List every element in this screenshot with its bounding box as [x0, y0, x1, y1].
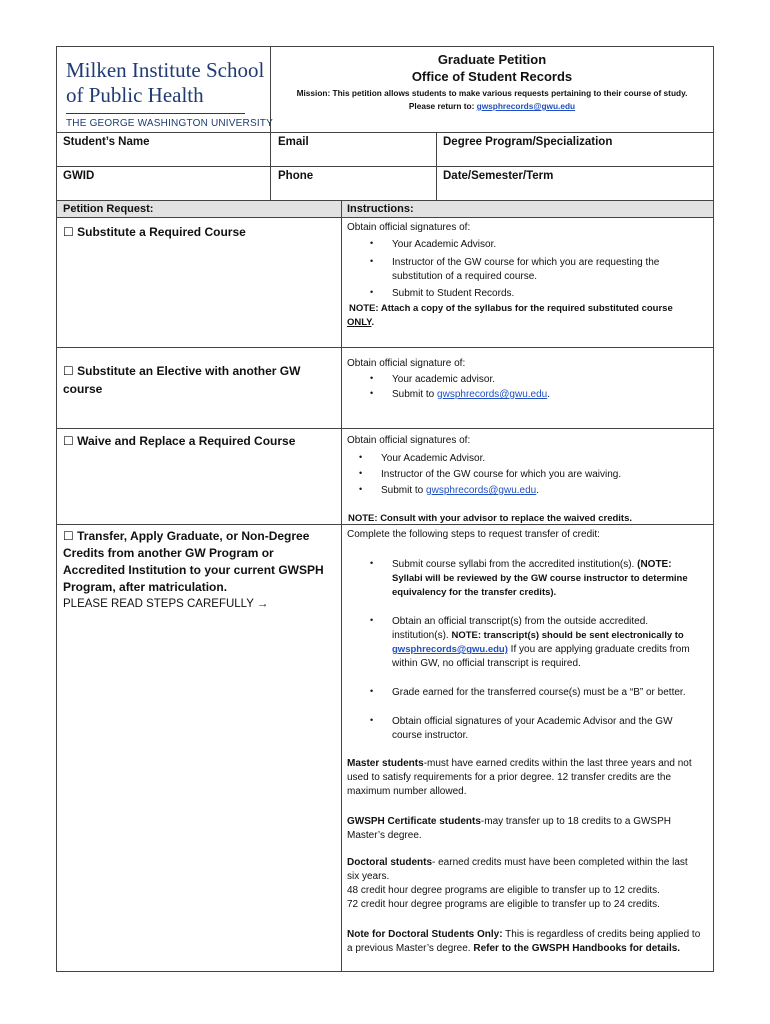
page-title: Graduate Petition [437, 52, 547, 67]
email-label: Email [278, 136, 309, 148]
instr2-intro: Obtain official signature of: [347, 358, 466, 369]
instr1-item-cont: substitution of a required course. [392, 271, 538, 282]
logo-university: THE GEORGE WASHINGTON UNIVERSITY [66, 118, 273, 129]
bullet-icon: • [359, 468, 363, 478]
email-link[interactable]: gwsphrecords@gwu.edu [426, 485, 537, 496]
instr1-note-cont [347, 316, 374, 329]
instr2-item: Your academic advisor. [392, 374, 496, 385]
instr1-item: Submit to Student Records. [392, 288, 515, 299]
master-students-cont: maximum number allowed. [347, 786, 467, 797]
gwid-label: GWID [63, 170, 95, 182]
divider [436, 132, 437, 200]
step-grade: Grade earned for the transferred course(s) must be a “B” or better. [392, 687, 686, 698]
checkbox[interactable]: ☐ [63, 529, 74, 543]
instr1-note: NOTE: Attach a copy of the syllabus for the required substituted course [349, 303, 673, 314]
page-subtitle: Office of Student Records [411, 69, 573, 84]
request-transfer-cont: Program, after matriculation. [63, 580, 228, 594]
request-substitute-required[interactable]: ☐ Substitute a Required Course [63, 225, 246, 239]
instr3-item: Submit to gwsphrecords@gwu.edu. [381, 485, 540, 496]
instr1-item: Instructor of the GW course for which you are requesting the [392, 257, 660, 268]
step-transcript-cont: gwsphrecords@gwu.edu) If you are applying graduate credits from [392, 644, 690, 655]
instr2-item: Submit to gwsphrecords@gwu.edu. [392, 389, 551, 400]
step-signatures-cont: course instructor. [392, 730, 469, 741]
bullet-icon: • [370, 287, 374, 297]
step-syllabi: Submit course syllabi from the accredited institution(s). (NOTE: [392, 559, 672, 570]
step-transcript: Obtain an official transcript(s) from the outside accredited. [392, 616, 649, 627]
logo-line1: Milken Institute School [66, 58, 265, 82]
divider [56, 347, 342, 348]
certificate-students: GWSPH Certificate students-may transfer up to 18 credits to a GWSPH [347, 816, 671, 827]
return-email-link[interactable]: gwsphrecords@gwu.edu [476, 101, 576, 111]
instructions-header: Instructions: [347, 203, 414, 215]
email-link[interactable]: gwsphrecords@gwu.edu [437, 389, 548, 400]
bullet-icon: • [370, 238, 374, 248]
step-syllabi-cont: equivalency for the transfer credits). [392, 587, 557, 598]
bullet-icon: • [359, 484, 363, 494]
instr3-item: Instructor of the GW course for which you are waiving. [381, 469, 622, 480]
student-name-label: Student’s Name [63, 136, 150, 148]
period: . [371, 317, 375, 328]
date-label: Date/Semester/Term [443, 170, 554, 182]
doctoral-students: Doctoral students- earned credits must have been completed within the last [347, 857, 688, 868]
divider [56, 217, 714, 218]
step-transcript-cont: institution(s). NOTE: transcript(s) should be sent electronically to [392, 630, 684, 641]
bullet-icon: • [359, 452, 363, 462]
mission-text: Mission: This petition allows students to make various requests pertaining to their course of study. [296, 88, 688, 98]
doctoral-students-cont: 48 credit hour degree programs are eligible to transfer up to 12 credits. [347, 885, 660, 896]
instr1-intro: Obtain official signatures of: [347, 222, 471, 233]
read-steps-note: PLEASE READ STEPS CAREFULLY → [63, 598, 269, 610]
frame-left [56, 46, 57, 972]
logo-rule [66, 113, 245, 114]
frame-right [713, 46, 714, 972]
bullet-icon: • [370, 256, 374, 266]
column-divider [341, 201, 342, 972]
divider [56, 524, 342, 525]
step-signatures: Obtain official signatures of your Academic Advisor and the GW [392, 716, 673, 727]
bullet-icon: • [370, 615, 374, 625]
instr3-item: Your Academic Advisor. [381, 453, 486, 464]
logo-line2: of Public Health [66, 83, 204, 107]
degree-label: Degree Program/Specialization [443, 136, 613, 148]
phone-label: Phone [278, 170, 314, 182]
doctoral-note: Note for Doctoral Students Only: This is regardless of credits being applied to [347, 929, 701, 940]
frame-bottom [56, 971, 714, 972]
return-prefix: Please return to: [408, 101, 477, 111]
divider [341, 347, 714, 348]
request-transfer-cont: Credits from another GW Program or [63, 546, 274, 560]
request-transfer-credits[interactable]: ☐ Transfer, Apply Graduate, or Non-Degree [63, 529, 310, 543]
frame-top [56, 46, 714, 47]
bullet-icon: • [370, 686, 374, 696]
bullet-icon: • [370, 715, 374, 725]
request-substitute-elective-cont: course [63, 382, 103, 396]
request-transfer-cont: Accredited Institution to your current GWSPH [63, 563, 324, 577]
instr1-item: Your Academic Advisor. [392, 239, 497, 250]
checkbox[interactable]: ☐ [63, 434, 74, 448]
checkbox[interactable]: ☐ [63, 225, 74, 239]
instr3-note: NOTE: Consult with your advisor to replace the waived credits. [348, 513, 633, 524]
divider [56, 428, 714, 429]
master-students: Master students-must have earned credits within the last three years and not [347, 758, 692, 769]
instr3-intro: Obtain official signatures of: [347, 435, 471, 446]
request-waive-replace[interactable]: ☐ Waive and Replace a Required Course [63, 434, 296, 448]
return-line [287, 101, 697, 111]
doctoral-note-cont: a previous Master’s degree. Refer to the GWSPH Handbooks for details. [347, 943, 681, 954]
divider [270, 132, 271, 200]
email-link[interactable]: gwsphrecords@gwu.edu) [392, 644, 508, 655]
divider [56, 166, 714, 167]
bullet-icon: • [370, 558, 374, 568]
step-transcript-cont: within GW, no official transcript is required. [392, 658, 581, 669]
certificate-students-cont: Master’s degree. [347, 830, 422, 841]
instr4-intro: Complete the following steps to request transfer of credit: [347, 529, 600, 540]
only-emphasis: ONLY [347, 317, 372, 328]
doctoral-students-cont: six years. [347, 871, 390, 882]
checkbox[interactable]: ☐ [63, 364, 74, 378]
master-students-cont: used to satisfy requirements for a prior degree. 12 transfer credits are the [347, 772, 672, 783]
petition-request-header: Petition Request: [63, 203, 154, 215]
bullet-icon: • [370, 373, 374, 383]
doctoral-students-cont: 72 credit hour degree programs are eligible to transfer up to 24 credits. [347, 899, 660, 910]
divider [56, 132, 714, 133]
step-syllabi-cont: Syllabi will be reviewed by the GW course instructor to determine [392, 573, 688, 584]
request-substitute-elective[interactable]: ☐ Substitute an Elective with another GW [63, 364, 301, 378]
bullet-icon: • [370, 388, 374, 398]
